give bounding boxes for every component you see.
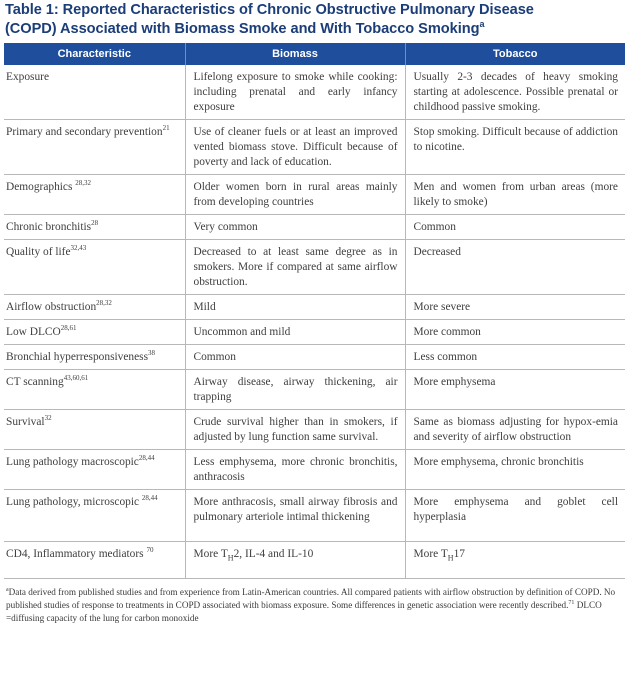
biomass-text-pre: More T: [193, 548, 228, 560]
characteristic-text: Low DLCO: [6, 326, 61, 338]
characteristic-text: Demographics: [6, 181, 76, 193]
footnote-reference-sup: 71: [568, 599, 575, 606]
cell-biomass: [185, 542, 405, 579]
cell-tobacco: More emphysema, chronic bronchitis: [405, 450, 625, 490]
cell-tobacco: Decreased: [405, 240, 625, 295]
tobacco-text-post: 17: [453, 548, 465, 560]
characteristic-text: Survival: [6, 416, 45, 428]
cell-biomass: Use of cleaner fuels or at least an improved vented biomass stove. Difficult because of poverty and lack of education.: [185, 120, 405, 175]
table-row: [4, 65, 625, 120]
reference-sup: 28,44: [138, 454, 155, 463]
reference-sup: 28: [91, 219, 99, 228]
cell-tobacco: Men and women from urban areas (more likely to smoke): [405, 175, 625, 215]
cell-tobacco: More common: [405, 320, 625, 345]
reference-sup: 38: [148, 349, 156, 358]
characteristic-text: Chronic bronchitis: [6, 221, 92, 233]
cell-characteristic: [4, 542, 185, 579]
reference-sup: 28,44: [141, 494, 158, 503]
cell-characteristic: [4, 215, 185, 240]
characteristic-text: Bronchial hyperresponsiveness: [6, 351, 149, 363]
cell-characteristic: [4, 370, 185, 410]
cell-tobacco: Less common: [405, 345, 625, 370]
table-row: [4, 175, 625, 215]
characteristic-text: Exposure: [6, 71, 50, 83]
table-row: [4, 240, 625, 295]
cell-tobacco: Common: [405, 215, 625, 240]
reference-sup: 28,61: [60, 324, 77, 333]
cell-biomass: Mild: [185, 295, 405, 320]
table-row: [4, 370, 625, 410]
cell-tobacco: Usually 2-3 decades of heavy smoking starting at adolescence. Possible prenatal or childhood passive smoking.: [405, 65, 625, 120]
cell-tobacco: Same as biomass adjusting for hypox-emia and severity of airflow obstruction: [405, 410, 625, 450]
cell-tobacco: Stop smoking. Difficult because of addiction to nicotine.: [405, 120, 625, 175]
tobacco-text-pre: More T: [413, 548, 448, 560]
cell-biomass: Crude survival higher than in smokers, if adjusted by lung function same survival.: [185, 410, 405, 450]
cell-biomass: Common: [185, 345, 405, 370]
footnote-text: Data derived from published studies and from experience from Latin-American countries. All compared patients with airflow obstruction by definition of COPD. No published studies of response to treatments in COPD associated with biomass exposure. Some differences in genetic association were recently described.: [6, 587, 616, 610]
title-line-1: Table 1: Reported Characteristics of Chronic Obstructive Pulmonary Disease: [5, 2, 534, 18]
header-characteristic: Characteristic: [4, 43, 185, 65]
subscript-h: H: [447, 553, 454, 563]
cell-biomass: Less emphysema, more chronic bronchitis, anthracosis: [185, 450, 405, 490]
cell-characteristic: [4, 120, 185, 175]
table-row: [4, 295, 625, 320]
reference-sup: 70: [146, 546, 154, 555]
cell-tobacco: More severe: [405, 295, 625, 320]
characteristic-text: Airflow obstruction: [6, 301, 97, 313]
header-biomass: Biomass: [185, 43, 405, 65]
table-title: [5, 1, 625, 39]
table-row: [4, 490, 625, 542]
characteristic-text: Quality of life: [6, 246, 71, 258]
cell-characteristic: [4, 295, 185, 320]
copd-comparison-table: [4, 43, 625, 579]
cell-biomass: Decreased to at least same degree as in smokers. More if compared at same airflow obstruction.: [185, 240, 405, 295]
cell-characteristic: [4, 240, 185, 295]
reference-sup: 28,32: [75, 179, 92, 188]
table-row: [4, 120, 625, 175]
reference-sup: 28,32: [96, 299, 112, 308]
cell-tobacco: More emphysema: [405, 370, 625, 410]
cell-biomass: More anthracosis, small airway fibrosis and pulmonary arteriole intimal thickening: [185, 490, 405, 542]
cell-tobacco: [405, 542, 625, 579]
biomass-text-post: 2, IL-4 and IL-10: [233, 548, 314, 560]
cell-biomass: Older women born in rural areas mainly from developing countries: [185, 175, 405, 215]
characteristic-text: Lung pathology macroscopic: [6, 456, 139, 468]
table-row: [4, 345, 625, 370]
reference-sup: 43,60,61: [63, 374, 89, 383]
characteristic-text: Lung pathology, microscopic: [6, 496, 142, 508]
table-row: [4, 542, 625, 579]
table-footnote: [6, 586, 625, 625]
cell-characteristic: [4, 65, 185, 120]
cell-characteristic: [4, 320, 185, 345]
cell-biomass: Very common: [185, 215, 405, 240]
footnote-marker: a: [6, 586, 9, 593]
table-document: [4, 0, 625, 625]
cell-characteristic: [4, 490, 185, 542]
cell-tobacco: More emphysema and goblet cell hyperplasia: [405, 490, 625, 542]
table-row: [4, 450, 625, 490]
cell-biomass: Airway disease, airway thickening, air trapping: [185, 370, 405, 410]
reference-sup: 32,43: [70, 244, 87, 253]
table-row: [4, 215, 625, 240]
characteristic-text: CD4, Inflammatory mediators: [6, 548, 147, 560]
cell-characteristic: [4, 345, 185, 370]
cell-biomass: Lifelong exposure to smoke while cooking: including prenatal and early infancy exposure: [185, 65, 405, 120]
reference-sup: 32: [44, 414, 52, 423]
title-line-2: (COPD) Associated with Biomass Smoke and With Tobacco Smoking: [5, 21, 480, 37]
reference-sup: 21: [162, 124, 170, 133]
header-tobacco: Tobacco: [405, 43, 625, 65]
subscript-h: H: [227, 553, 234, 563]
footnote-dlco-definition: DLCO =diffusing capacity of the lung for carbon monoxide: [6, 600, 602, 623]
table-row: [4, 320, 625, 345]
cell-biomass: Uncommon and mild: [185, 320, 405, 345]
table-row: [4, 410, 625, 450]
title-footnote-marker: a: [479, 19, 485, 30]
characteristic-text: CT scanning: [6, 376, 64, 388]
characteristic-text: Primary and secondary prevention: [6, 126, 163, 138]
cell-characteristic: [4, 450, 185, 490]
table-header-row: [4, 43, 625, 65]
cell-characteristic: [4, 175, 185, 215]
cell-characteristic: [4, 410, 185, 450]
